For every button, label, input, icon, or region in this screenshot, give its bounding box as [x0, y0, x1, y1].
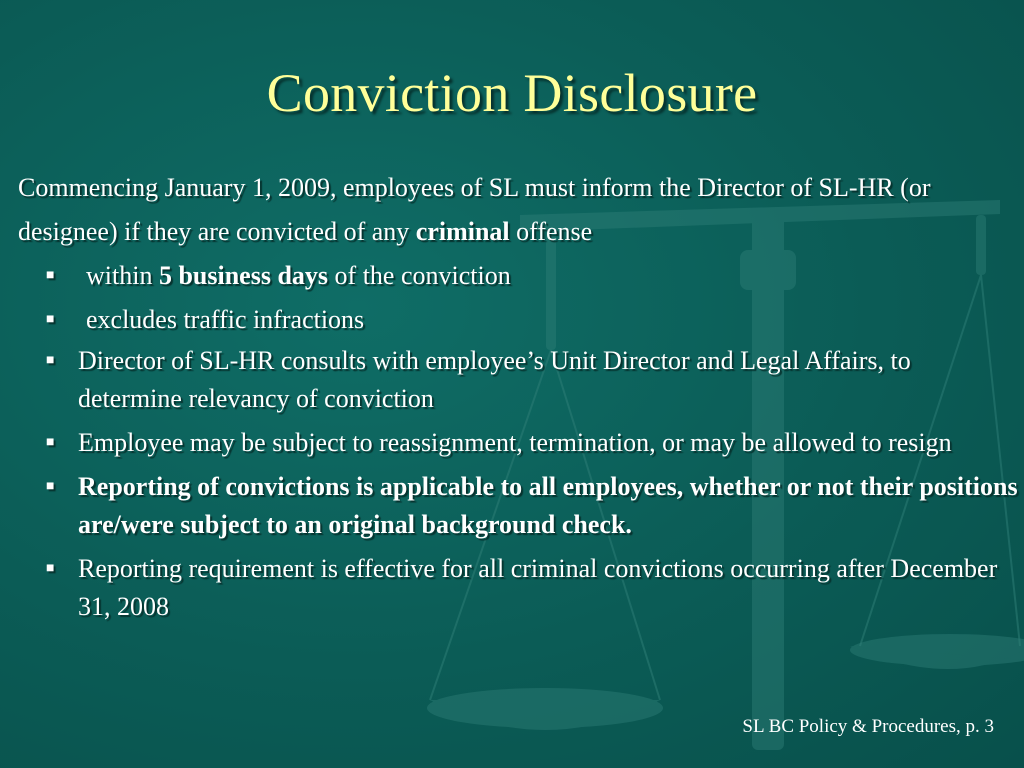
bullet-icon: ■ [46, 268, 55, 283]
list-item [18, 424, 1018, 462]
bullet-list [18, 254, 1018, 626]
intro-text-end: offense [509, 217, 593, 246]
slide-footer: SL BC Policy & Procedures, p. 3 [742, 716, 994, 737]
bullet-icon: ■ [46, 561, 55, 576]
list-item [18, 550, 1018, 626]
bullet-text-pre: within [86, 261, 159, 290]
bullet-text [78, 261, 511, 290]
list-item [18, 298, 1018, 342]
bullet-icon: ■ [46, 353, 55, 368]
bullet-text: Employee may be subject to reassignment, termination, or may be allowed to resign [78, 428, 952, 457]
bullet-icon: ■ [46, 435, 55, 450]
bullet-text: Director of SL-HR consults with employee’s Unit Director and Legal Affairs, to determine relevancy of conviction [78, 346, 911, 413]
slide-body [18, 166, 1018, 632]
bullet-text: Reporting of convictions is applicable to all employees, whether or not their positions are/were subject to an original background check. [78, 472, 1018, 539]
bullet-text: excludes traffic infractions [86, 305, 365, 334]
intro-emphasis: criminal [415, 217, 510, 246]
bullet-text: Reporting requirement is effective for all criminal convictions occurring after December 31, 2008 [78, 554, 998, 621]
bullet-text-post: of the conviction [328, 261, 511, 290]
bullet-text-emphasis: 5 business days [158, 261, 329, 290]
list-item [18, 254, 1018, 298]
bullet-icon: ■ [46, 312, 55, 327]
slide-title: Conviction Disclosure [266, 63, 758, 123]
list-item [18, 342, 1018, 418]
bullet-icon: ■ [46, 479, 55, 494]
intro-paragraph [18, 166, 1018, 254]
intro-text: Commencing January 1, 2009, employees of SL must inform the Director of SL-HR (or designee) if they are convicted of any [18, 173, 931, 246]
list-item [18, 468, 1018, 544]
